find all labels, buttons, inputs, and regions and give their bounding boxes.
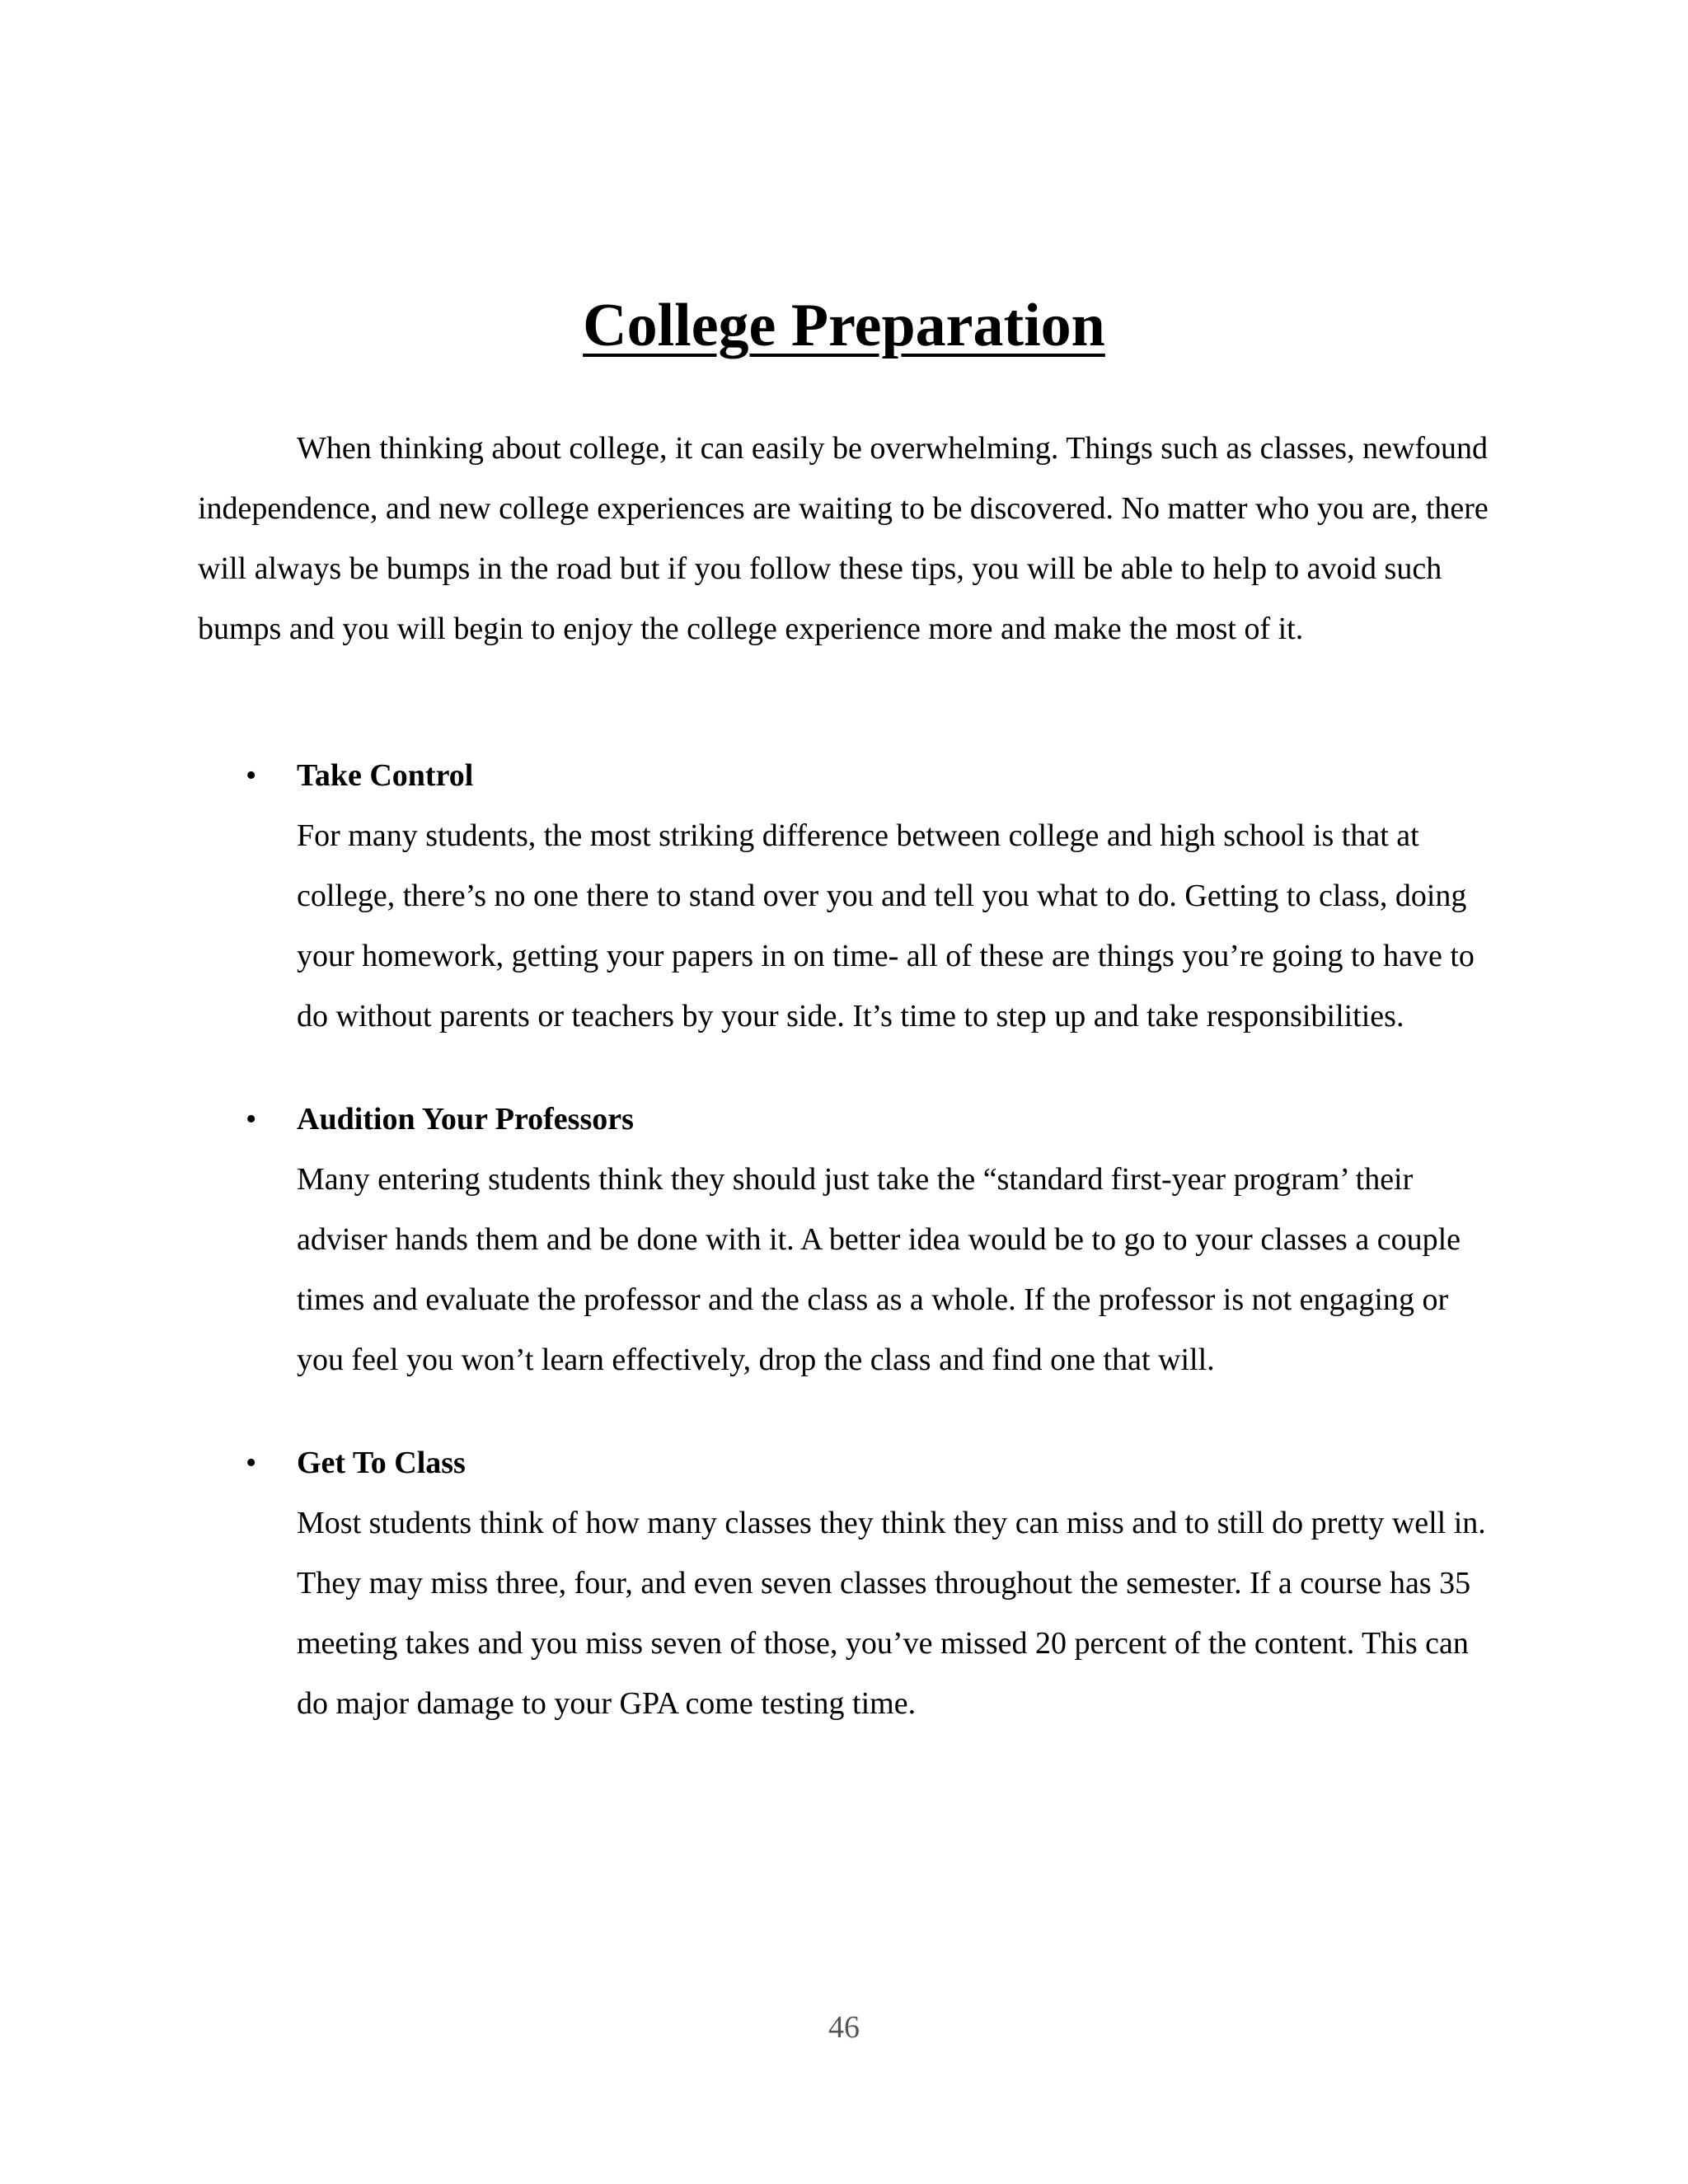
page-number: 46 xyxy=(828,2010,860,2045)
tip-item-get-to-class xyxy=(198,1433,1500,1734)
tip-body: Most students think of how many classes they think they can miss and to still do pretty well in. They may miss three, four, and even seven classes throughout the semester. If a course has 35 meeting takes and you miss seven of those, you’ve missed 20 percent of the content. This can do major damage to your GPA come testing time. xyxy=(297,1506,1486,1721)
page-title: College Preparation xyxy=(583,292,1105,359)
tip-heading: Get To Class xyxy=(297,1446,466,1480)
intro-paragraph: When thinking about college, it can easily be overwhelming. Things such as classes, newfound independence, and new college experiences are waiting to be discovered. No matter who you are, there will always be bumps in the road but if you follow these tips, you will be able to help to avoid such bumps and you will begin to enjoy the college experience more and make the most of it. xyxy=(198,431,1489,646)
tip-heading: Audition Your Professors xyxy=(297,1102,634,1137)
bullet-icon: • xyxy=(246,1446,257,1480)
tip-body: Many entering students think they should just take the “standard first-year program’ their adviser hands them and be done with it. A better idea would be to go to your classes a couple times and evaluate the professor and the class as a whole. If the professor is not engaging or you feel you won’t learn effectively, drop the class and find one that will. xyxy=(297,1162,1461,1377)
bullet-icon: • xyxy=(246,758,257,793)
tip-body: For many students, the most striking difference between college and high school is that at college, there’s no one there to stand over you and tell you what to do. Getting to class, doing your homework, getting your papers in on time- all of these are things you’re going to have to do without parents or teachers by your side. It’s time to step up and take responsibilities. xyxy=(297,818,1475,1033)
tip-heading: Take Control xyxy=(297,758,474,793)
bullet-icon: • xyxy=(246,1102,257,1137)
tip-item-take-control xyxy=(198,746,1500,1047)
tips-list xyxy=(198,746,1500,1777)
tip-item-audition-professors xyxy=(198,1090,1500,1390)
